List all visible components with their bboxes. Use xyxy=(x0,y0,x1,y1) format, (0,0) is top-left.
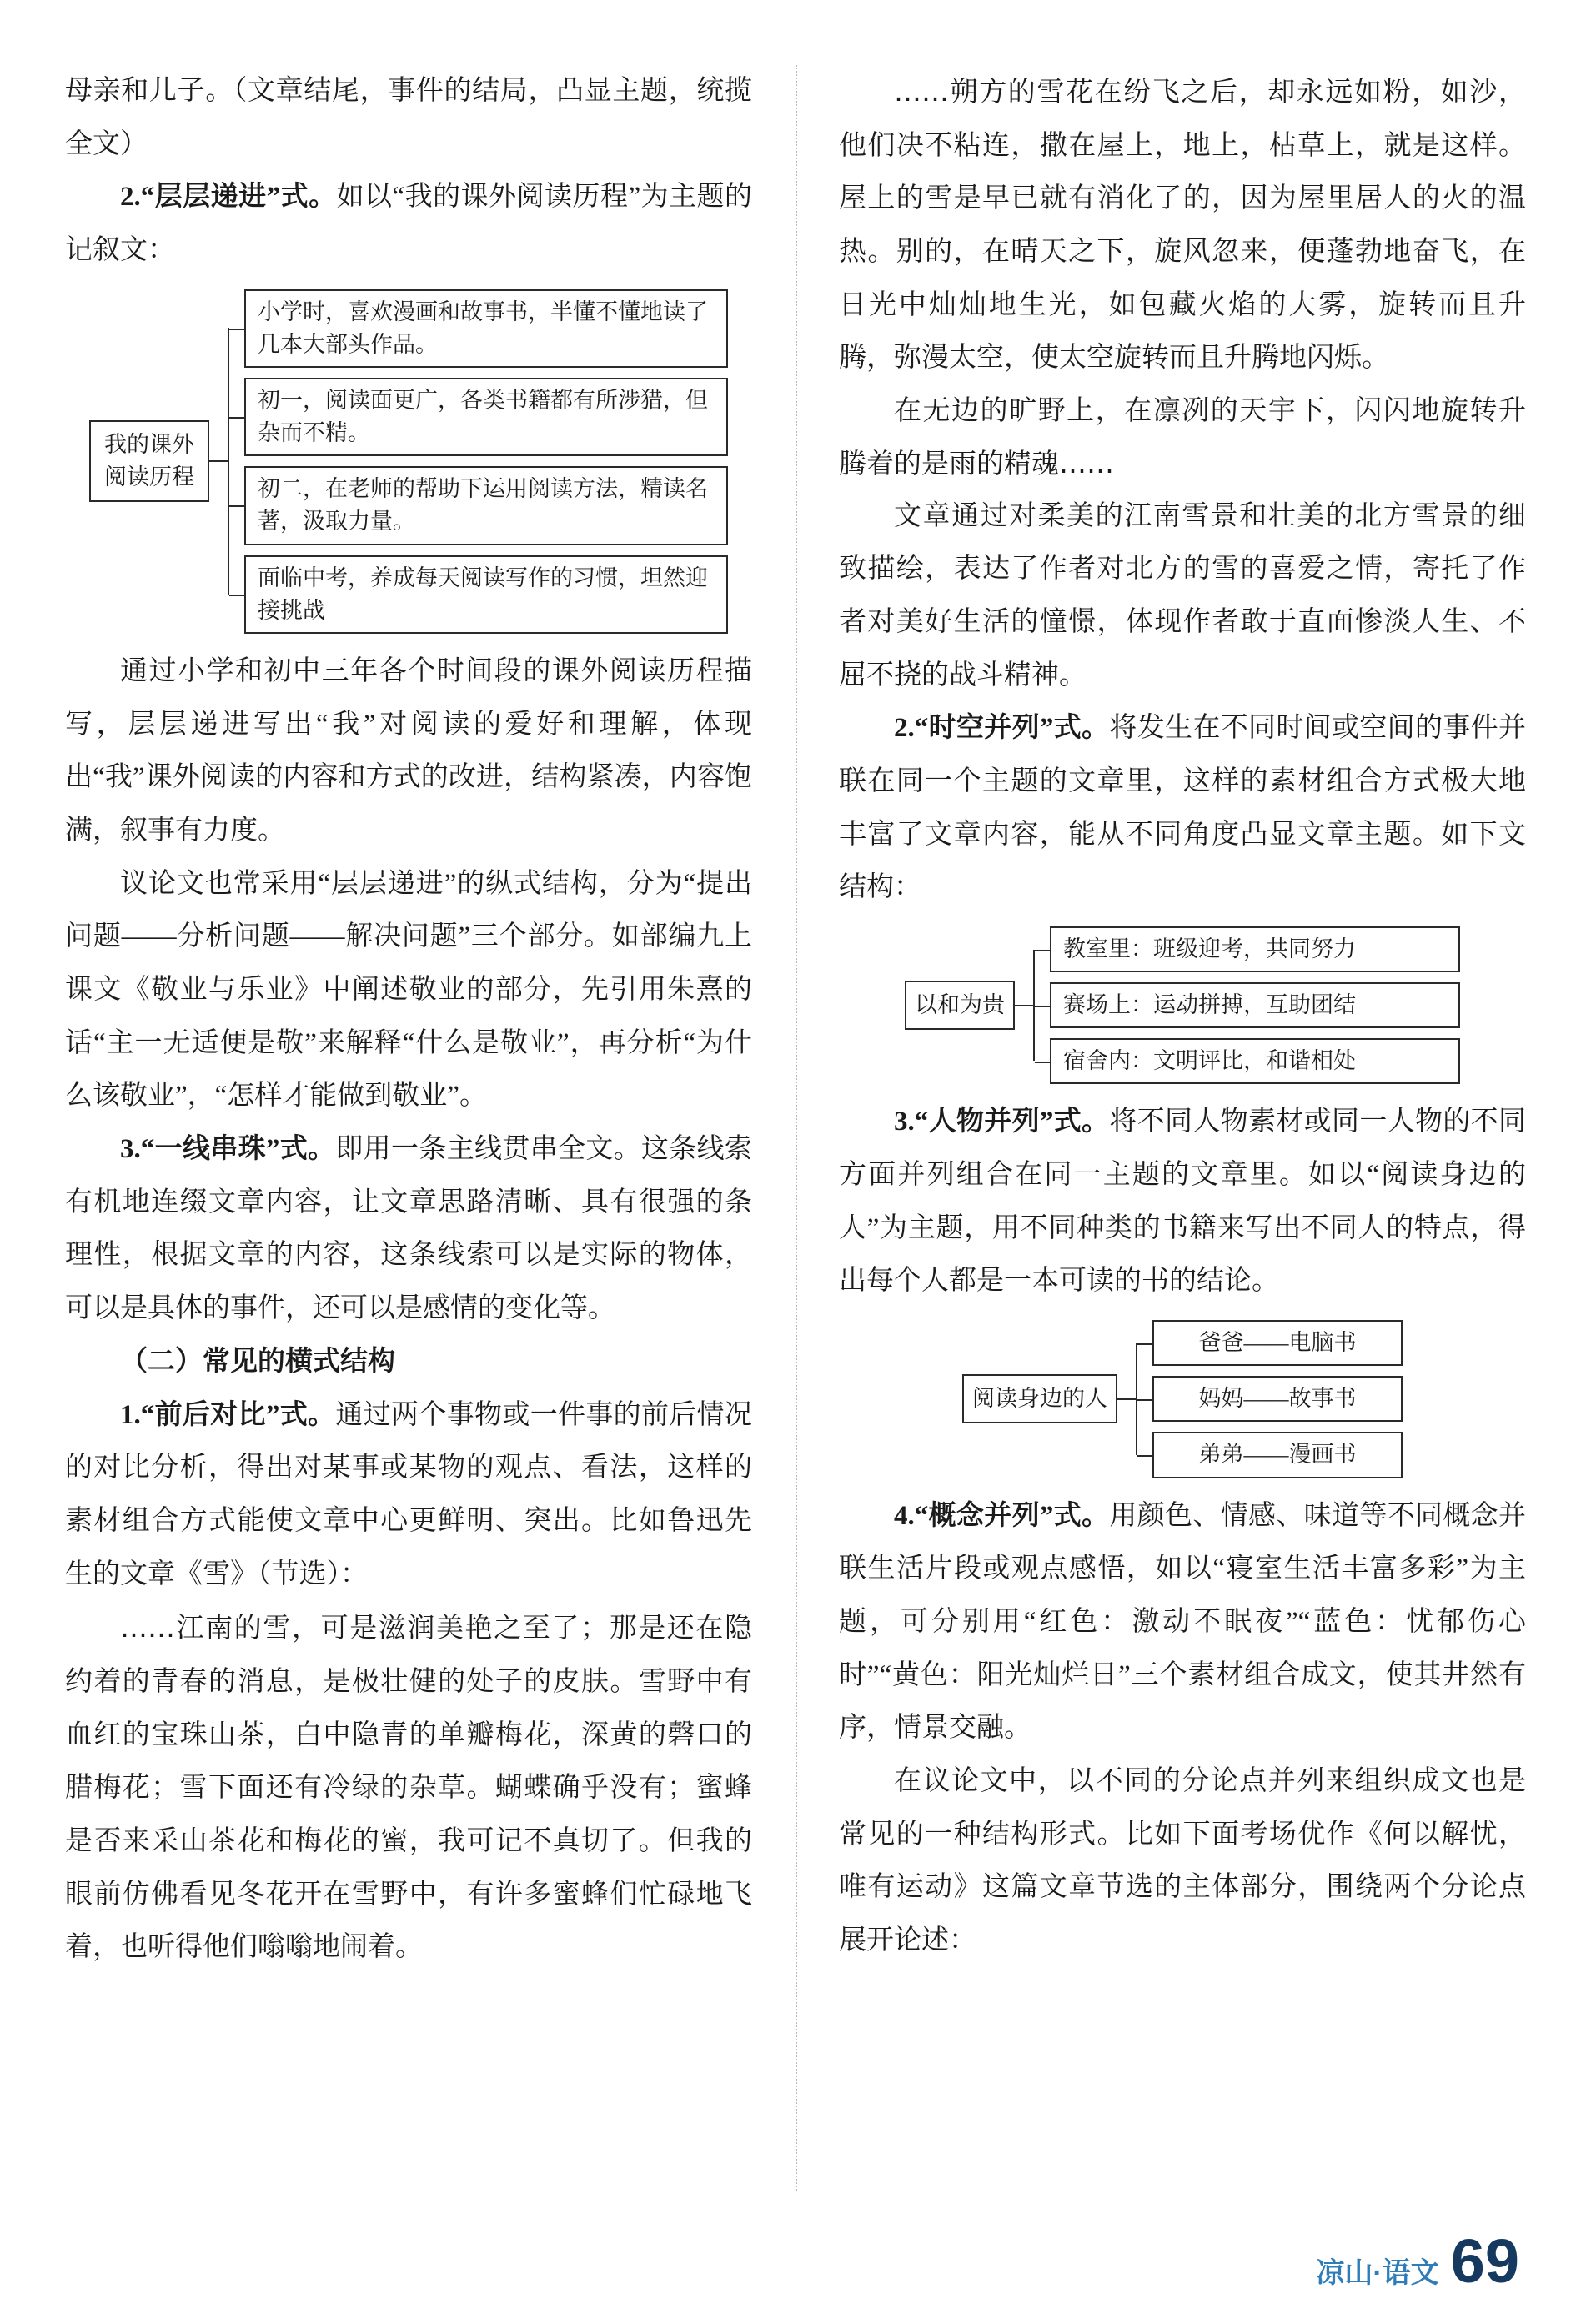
diagram-bridge-line xyxy=(1015,1005,1033,1006)
paragraph: 母亲和儿子。（文章结尾，事件的结局，凸显主题，统揽全文） xyxy=(65,76,752,159)
diagram-items xyxy=(228,289,728,634)
paragraph-text: 将发生在不同时间或空间的事件并联在同一个主题的文章里，这样的素材组合方式极大地丰富了文章内容，能从不同角度凸显文章主题。如下文结构： xyxy=(839,713,1527,903)
paragraph: 在议论文中，以不同的分论点并列来组织成文也是常见的一种结构形式。比如下面考场优作《何以解忧，唯有运动》这篇文章节选的主体部分，围绕两个分论点展开论述： xyxy=(839,1766,1526,1956)
diagram-item: 妈妈——故事书 xyxy=(1152,1376,1403,1422)
reading-history-diagram xyxy=(65,289,752,634)
diagram-label: 我的课外阅读历程 xyxy=(89,420,209,502)
diagram-items xyxy=(1033,926,1460,1084)
paragraph-lead: 2.“时空并列”式。 xyxy=(894,713,1110,744)
diagram-bridge-line xyxy=(1117,1398,1136,1400)
quoted-excerpt: 在无边的旷野上，在凛冽的天宇下，闪闪地旋转升腾着的是雨的精魂…… xyxy=(839,394,1526,479)
diagram-item: 教室里：班级迎考，共同努力 xyxy=(1050,926,1460,972)
paragraph-lead: 1.“前后对比”式。 xyxy=(120,1399,336,1430)
section-heading: （二）常见的横式结构 xyxy=(120,1346,395,1377)
diagram-item: 弟弟——漫画书 xyxy=(1152,1432,1403,1478)
diagram-item: 面临中考，养成每天阅读写作的习惯，坦然迎接挑战 xyxy=(244,555,728,634)
paragraph-text: 用颜色、情感、味道等不同概念并联生活片段或观点感悟，如以“寝室生活丰富多彩”为主题，可分别用“红色：激动不眠夜”“蓝色：忧郁伤心时”“黄色：阳光灿烂日”三个素材组合成文，使其井然有序，情景交融。 xyxy=(839,1500,1527,1744)
diagram-item: 宿舍内：文明评比，和谐相处 xyxy=(1050,1038,1460,1084)
paragraph-text: 即用一条主线贯串全文。这条线索有机地连缀文章内容，让文章思路清晰、具有很强的条理性，根据文章的内容，这条线索可以是实际的物体，可以是具体的事件，还可以是感情的变化等。 xyxy=(65,1134,753,1324)
paragraph xyxy=(839,1096,1526,1308)
paragraph-lead: 4.“概念并列”式。 xyxy=(894,1500,1110,1531)
diagram-items xyxy=(1136,1320,1403,1478)
footer-brand: 凉山·语文 xyxy=(1316,2257,1439,2289)
textbook-page xyxy=(65,65,1526,2216)
paragraph xyxy=(839,702,1526,915)
quoted-excerpt: ……朔方的雪花在纷飞之后，却永远如粉，如沙，他们决不粘连，撒在屋上，地上，枯草上，就是这样。屋上的雪是早已就有消化了的，因为屋里居人的火的温热。别的，在晴天之下，旋风忽来，便蓬勃地奋飞，在日光中灿灿地生光，如包藏火焰的大雾，旋转而且升腾，弥漫太空，使太空旋转而且升腾地闪烁。 xyxy=(839,75,1526,374)
paragraph: 文章通过对柔美的江南雪景和壮美的北方雪景的细致描绘，表达了作者对北方的雪的喜爱之情，寄托了作者对美好生活的憧憬，体现作者敢于直面惨淡人生、不屈不挠的战斗精神。 xyxy=(839,500,1526,690)
page-footer xyxy=(1316,2226,1519,2296)
right-column xyxy=(839,65,1526,2216)
left-column xyxy=(65,65,752,2216)
diagram-item: 爸爸——电脑书 xyxy=(1152,1320,1403,1366)
paragraph: 议论文也常采用“层层递进”的纵式结构，分为“提出问题——分析问题——解决问题”三个部分。如部编九上课文《敬业与乐业》中阐述敬业的部分，先引用朱熹的话“主一无适便是敬”来解释“什么是敬业”，再分析“为什么该敬业”，“怎样才能做到敬业”。 xyxy=(65,868,752,1112)
diagram-label: 阅读身边的人 xyxy=(962,1374,1117,1423)
diagram-item: 初二，在老师的帮助下运用阅读方法，精读名著，汲取力量。 xyxy=(244,466,728,545)
paragraph-lead: 2.“层层递进”式。 xyxy=(120,182,337,213)
page-number: 69 xyxy=(1450,2226,1519,2296)
diagram-item: 小学时，喜欢漫画和故事书，半懂不懂地读了几本大部头作品。 xyxy=(244,289,728,368)
paragraph xyxy=(65,1123,752,1336)
quoted-excerpt: ……江南的雪，可是滋润美艳之至了；那是还在隐约着的青春的消息，是极壮健的处子的皮肤。雪野中有血红的宝珠山茶，白中隐青的单瓣梅花，深黄的磬口的腊梅花；雪下面还有冷绿的杂草。蝴蝶确乎没有；蜜蜂是否来采山茶花和梅花的蜜，我可记不真切了。但我的眼前仿佛看见冬花开在雪野中，有许多蜜蜂们忙碌地飞着，也听得他们嗡嗡地闹着。 xyxy=(65,1611,752,1963)
column-divider xyxy=(796,65,797,2191)
diagram-item: 赛场上：运动拼搏，互助团结 xyxy=(1050,982,1460,1028)
paragraph: 通过小学和初中三年各个时间段的课外阅读历程描写，层层递进写出“我”对阅读的爱好和理解，体现出“我”课外阅读的内容和方式的改进，结构紧凑，内容饱满，叙事有力度。 xyxy=(65,655,752,846)
harmony-diagram xyxy=(839,926,1526,1084)
people-books-diagram xyxy=(839,1320,1526,1478)
paragraph-text: 如以“我的课外阅读历程”为主题的记叙文： xyxy=(65,182,752,266)
paragraph xyxy=(65,1389,752,1602)
paragraph-lead: 3.“一线串珠”式。 xyxy=(120,1134,336,1165)
diagram-bridge-line xyxy=(209,460,228,462)
paragraph xyxy=(839,1490,1526,1755)
paragraph-lead: 3.“人物并列”式。 xyxy=(894,1107,1110,1137)
paragraph xyxy=(65,171,752,277)
paragraph-text: 将不同人物素材或同一人物的不同方面并列组合在同一主题的文章里。如以“阅读身边的人”为主题，用不同种类的书籍来写出不同人的特点，得出每个人都是一本可读的书的结论。 xyxy=(839,1107,1527,1297)
diagram-label: 以和为贵 xyxy=(905,981,1015,1030)
diagram-item: 初一，阅读面更广，各类书籍都有所涉猎，但杂而不精。 xyxy=(244,378,728,456)
paragraph-text: 通过两个事物或一件事的前后情况的对比分析，得出对某事或某物的观点、看法，这样的素材组合方式能使文章中心更鲜明、突出。比如鲁迅先生的文章《雪》（节选）： xyxy=(65,1399,753,1589)
